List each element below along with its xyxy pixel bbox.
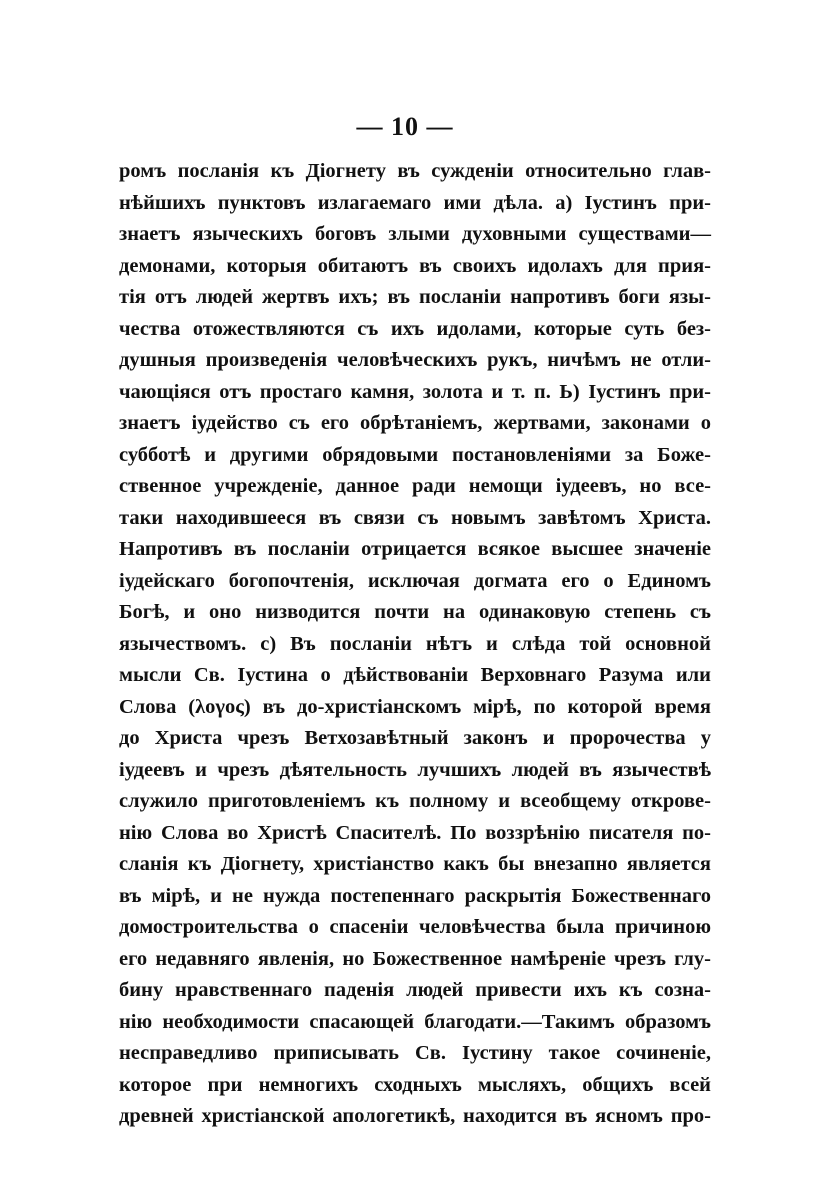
text-line: служило приготовленіемъ къ полному и всеобщему открове- [119, 790, 711, 812]
text-line: до Христа чрезъ Ветхозавѣтный законъ и пророчества у [119, 727, 711, 749]
text-line: знаетъ языческихъ боговъ злыми духовными существами— [119, 223, 711, 245]
text-line: бину нравственнаго паденія людей привести ихъ къ созна- [119, 979, 711, 1001]
text-line: нію необходимости спасающей благодати.—Такимъ образомъ [119, 1010, 711, 1033]
body-text [119, 156, 711, 1133]
text-line: Слова (λογος) въ до-христіанскомъ мірѣ, по которой время [119, 695, 711, 718]
text-line: субботѣ и другими обрядовыми постановленіями за Боже- [119, 443, 711, 466]
text-line: его недавняго явленія, но Божественное намѣреніе чрезъ глу- [119, 947, 711, 970]
text-line: чающіяся отъ простаго камня, золота и т. п. Ь) Іустинъ при- [119, 380, 711, 403]
text-line: Богѣ, и оно низводится почти на одинаковую степень съ [119, 601, 711, 623]
text-line: нѣйшихъ пунктовъ излагаемаго ими дѣла. а) Іустинъ при- [119, 191, 711, 214]
text-line: Напротивъ въ посланіи отрицается всякое высшее значеніе [119, 538, 711, 560]
text-line: древней христіанской апологетикѣ, находится въ ясномъ про- [119, 1105, 711, 1127]
text-line: іудейскаго богопочтенія, исключая догмата его о Единомъ [119, 569, 711, 592]
text-line: мысли Св. Іустина о дѣйствованіи Верховнаго Разума или [119, 664, 711, 686]
text-line: несправедливо приписывать Св. Іустину такое сочиненіе, [119, 1042, 711, 1064]
text-line: нію Слова во Христѣ Спасителѣ. По воззрѣнію писателя по- [119, 821, 711, 844]
text-line: душныя произведенія человѣческихъ рукъ, ничѣмъ не отли- [119, 349, 711, 371]
text-line: іудеевъ и чрезъ дѣятельность лучшихъ людей въ язычествѣ [119, 758, 711, 781]
text-line: чества отожествляются съ ихъ идолами, которые суть без- [119, 317, 711, 340]
text-line: которое при немногихъ сходныхъ мысляхъ, общихъ всей [119, 1073, 711, 1096]
text-line: тія отъ людей жертвъ ихъ; въ посланіи напротивъ боги язы- [119, 286, 711, 308]
text-line: таки находившееся въ связи съ новымъ завѣтомъ Христа. [119, 506, 711, 529]
text-line: ромъ посланія къ Діогнету въ сужденіи относительно глав- [119, 160, 711, 182]
text-line: язычествомъ. с) Въ посланіи нѣтъ и слѣда той основной [119, 632, 711, 655]
text-line: домостроительства о спасеніи человѣчества была причиною [119, 916, 711, 938]
text-line: въ мірѣ, и не нужда постепеннаго раскрытія Божественнаго [119, 884, 711, 907]
page-number: — 10 — [356, 112, 454, 141]
text-line: знаетъ іудейство съ его обрѣтаніемъ, жертвами, законами о [119, 412, 711, 434]
text-line: сланія къ Діогнету, христіанство какъ бы внезапно является [119, 853, 711, 875]
text-line: демонами, которыя обитаютъ въ своихъ идолахъ для прия- [119, 254, 711, 277]
text-line: ственное учрежденіе, данное ради немощи іудеевъ, но все- [119, 475, 711, 497]
